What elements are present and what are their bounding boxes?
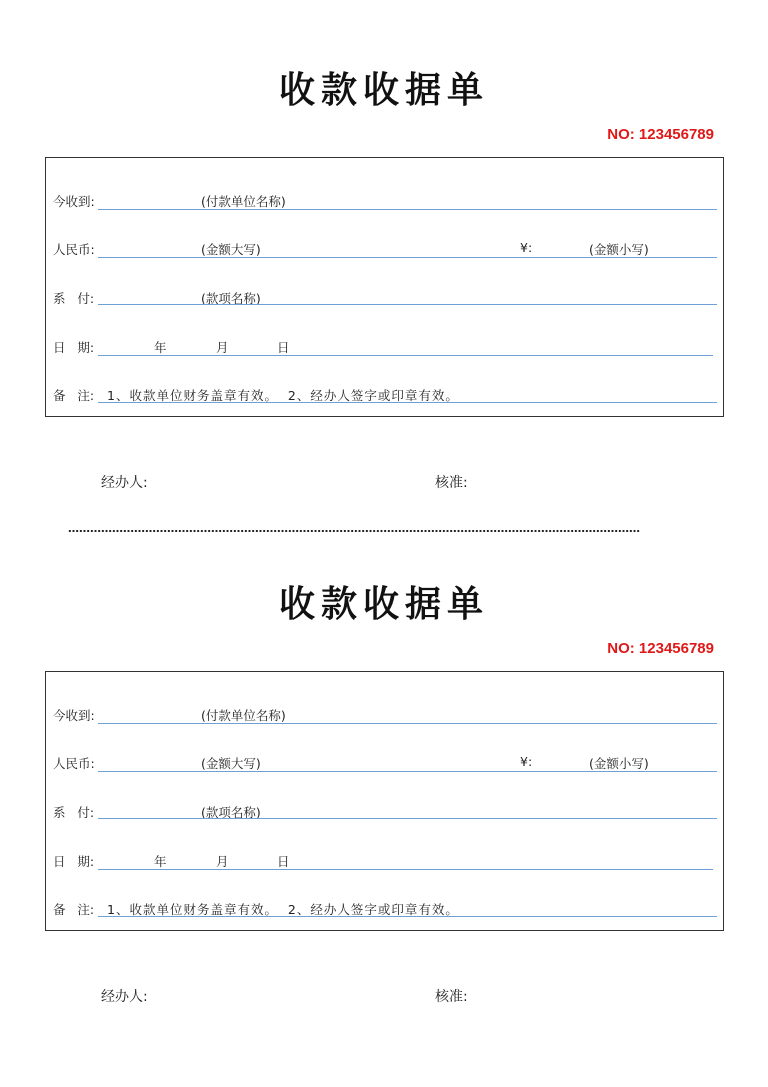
purpose-line[interactable] [98,818,717,819]
remark-label: 备 注: [53,902,95,917]
date-line[interactable] [98,869,713,870]
date-label: 日 期: [53,340,95,355]
row-remark [46,380,725,410]
approver-label: 核准: [435,475,468,491]
approver-label: 核准: [435,989,468,1005]
yen-label: ¥: [520,754,533,769]
row-received-from [46,700,725,730]
remark-label: 备 注: [53,388,95,403]
purpose-label: 系 付: [53,291,95,306]
remark-line [98,916,717,917]
received-from-label: 今收到: [53,194,95,209]
row-received-from [46,186,725,216]
amount-line[interactable] [98,257,717,258]
amount-line[interactable] [98,771,717,772]
amount-lower-hint: (金额小写) [589,756,649,771]
row-remark [46,894,725,924]
row-date [46,846,725,876]
payer-line[interactable] [98,723,717,724]
remark-text: 1、收款单位财务盖章有效。 2、经办人签字或印章有效。 [107,388,459,403]
receipt-2 [0,514,768,1005]
yen-label: ¥: [520,240,533,255]
row-purpose [46,797,725,827]
remark-line [98,402,717,403]
receipt-serial-number: NO: 123456789 [607,640,714,657]
amount-lower-hint: (金额小写) [589,242,649,257]
payer-hint: (付款单位名称) [201,194,286,209]
row-rmb [46,234,725,264]
remark-text: 1、收款单位财务盖章有效。 2、经办人签字或印章有效。 [107,902,459,917]
purpose-label: 系 付: [53,805,95,820]
row-rmb [46,748,725,778]
receipt-1 [0,0,768,491]
payer-hint: (付款单位名称) [201,708,286,723]
receipt-serial-number: NO: 123456789 [607,126,714,143]
handler-label: 经办人: [101,475,148,491]
month-label: 月 [216,340,229,355]
year-label: 年 [154,340,167,355]
item-hint: (款项名称) [201,805,261,820]
receipt-form-box [45,671,724,931]
date-line[interactable] [98,355,713,356]
cut-line: ………………………………………………………………………………………………………………………………………… [68,522,640,535]
item-hint: (款项名称) [201,291,261,306]
rmb-label: 人民币: [53,242,95,257]
rmb-label: 人民币: [53,756,95,771]
receipt-title: 收款收据单 [278,70,489,111]
row-purpose [46,283,725,313]
month-label: 月 [216,854,229,869]
year-label: 年 [154,854,167,869]
purpose-line[interactable] [98,304,717,305]
day-label: 日 [277,340,290,355]
handler-label: 经办人: [101,989,148,1005]
row-date [46,332,725,362]
day-label: 日 [277,854,290,869]
amount-upper-hint: (金额大写) [201,756,261,771]
received-from-label: 今收到: [53,708,95,723]
date-label: 日 期: [53,854,95,869]
receipt-form-box [45,157,724,417]
payer-line[interactable] [98,209,717,210]
amount-upper-hint: (金额大写) [201,242,261,257]
receipt-title: 收款收据单 [278,584,489,625]
